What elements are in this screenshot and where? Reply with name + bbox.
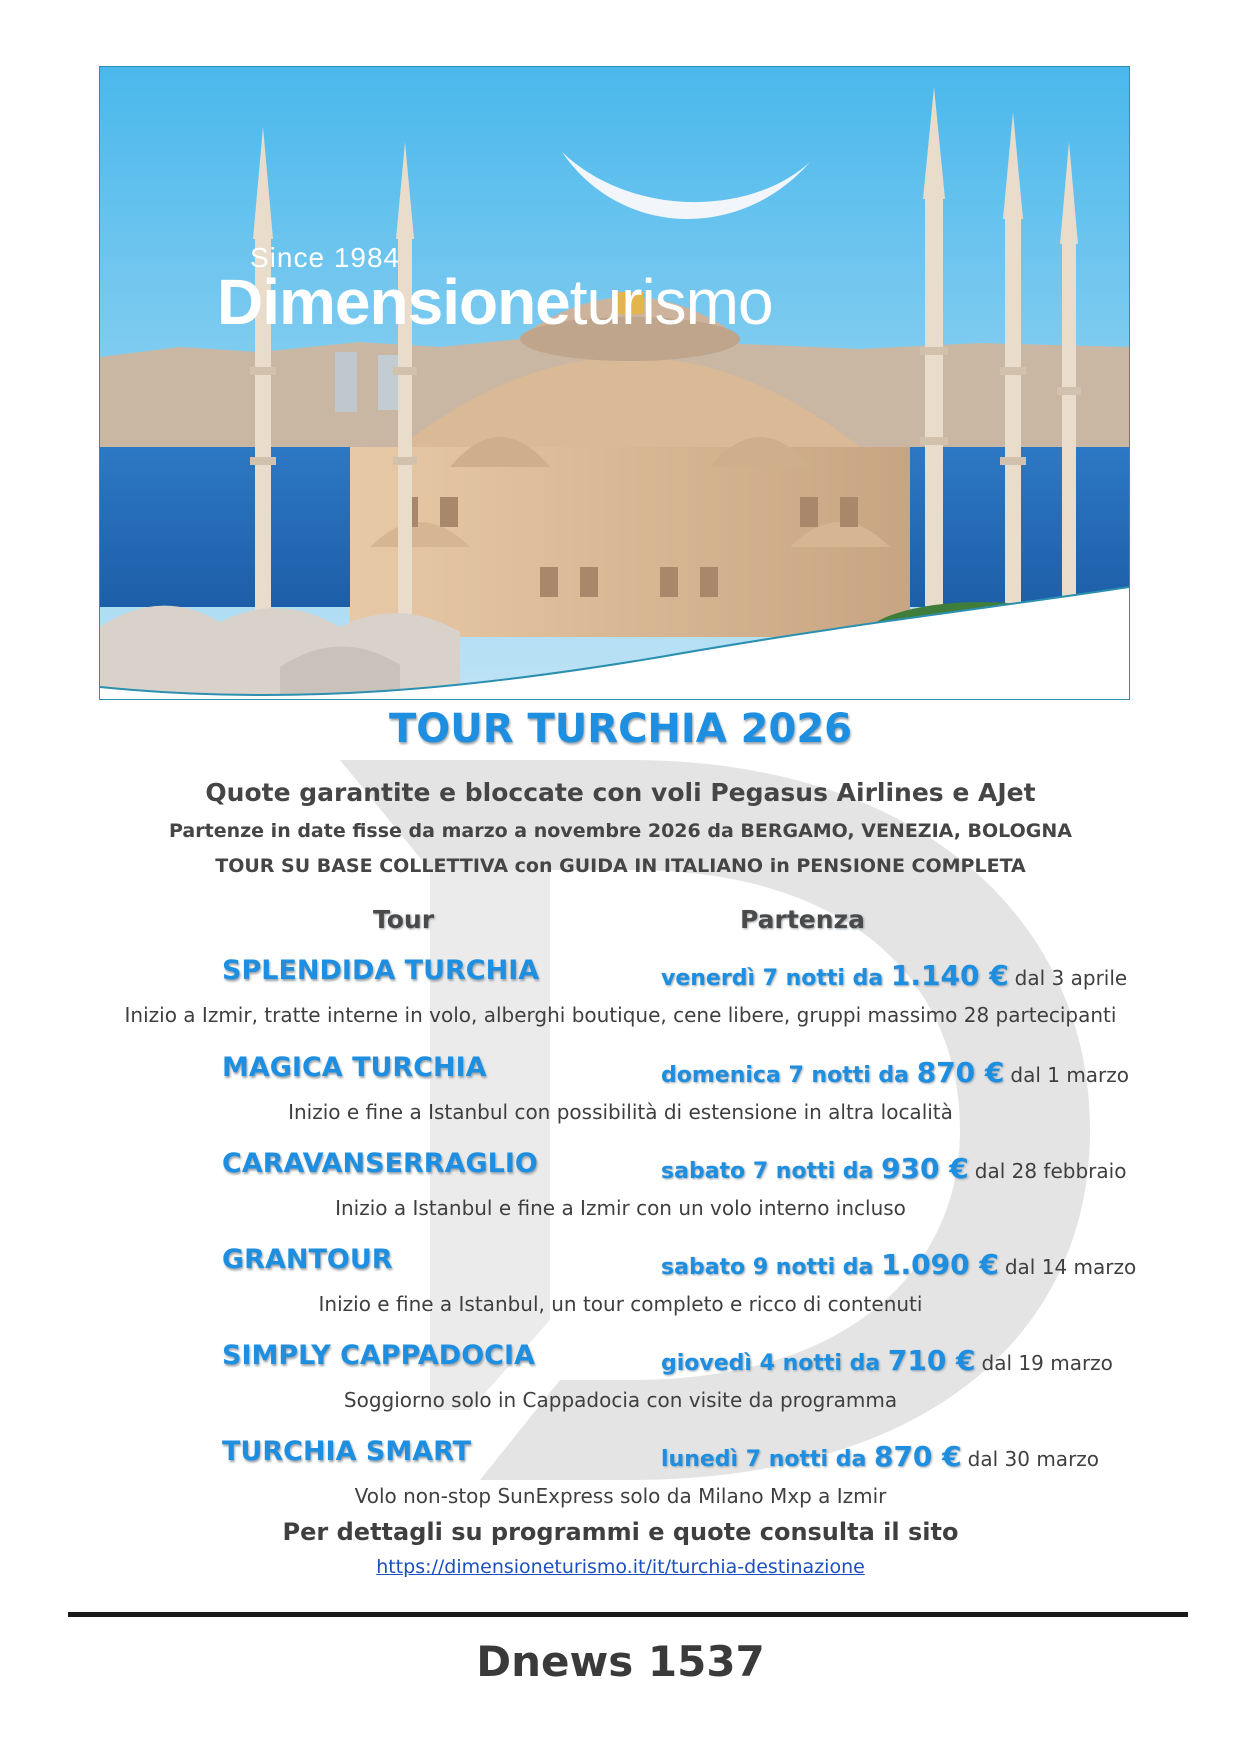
brand-since: Since 1984 — [250, 242, 401, 273]
tour-start-date: dal 3 aprile — [1014, 966, 1128, 990]
tour-departure — [661, 1248, 1136, 1281]
tour-start-date: dal 14 marzo — [1004, 1255, 1137, 1279]
tour-start-date: dal 30 marzo — [967, 1447, 1100, 1471]
subtitle-flights: Quote garantite e bloccate con voli Pegasus Airlines e AJet — [205, 778, 1036, 807]
tour-row — [0, 1340, 1241, 1380]
tour-day: sabato — [661, 1159, 746, 1184]
tour-day: giovedì — [661, 1351, 752, 1376]
tour-description: Volo non-stop SunExpress solo da Milano Mxp a Izmir — [354, 1484, 887, 1508]
brand-name-light: turismo — [569, 266, 773, 338]
details-note: Per dettagli su programmi e quote consulta il sito — [282, 1518, 959, 1546]
tour-nights: 7 notti da — [780, 1063, 917, 1088]
tour-nights: 9 notti da — [745, 1255, 882, 1280]
tour-row — [0, 1148, 1241, 1188]
tour-name: CARAVANSERRAGLIO — [222, 1148, 538, 1179]
divider — [68, 1612, 1188, 1617]
subtitle-departures: Partenze in date fisse da marzo a novembre 2026 da BERGAMO, VENEZIA, BOLOGNA — [169, 820, 1072, 842]
tour-description: Inizio a Izmir, tratte interne in volo, alberghi boutique, cene libere, gruppi massimo 28 partecipanti — [124, 1003, 1117, 1027]
tour-row — [0, 1052, 1241, 1092]
brand-name-bold: Dimensione — [217, 266, 570, 338]
tour-day: venerdì — [661, 966, 755, 991]
tour-nights: 4 notti da — [751, 1351, 888, 1376]
tour-price: 870 € — [916, 1056, 1005, 1089]
tour-day: domenica — [661, 1063, 781, 1088]
tour-start-date: dal 28 febbraio — [974, 1159, 1127, 1183]
tour-nights: 7 notti da — [754, 966, 891, 991]
column-header-departure: Partenza — [740, 905, 865, 934]
tour-departure — [661, 1152, 1126, 1185]
tour-name: TURCHIA SMART — [222, 1436, 472, 1467]
tour-price: 870 € — [873, 1440, 962, 1473]
tour-name: SIMPLY CAPPADOCIA — [222, 1340, 535, 1371]
tour-price: 1.140 € — [890, 959, 1009, 992]
tour-description: Inizio a Istanbul e fine a Izmir con un volo interno incluso — [335, 1196, 906, 1220]
tour-nights: 7 notti da — [738, 1447, 874, 1472]
tour-price: 710 € — [887, 1344, 976, 1377]
tour-name: MAGICA TURCHIA — [222, 1052, 487, 1083]
column-header-tour: Tour — [373, 905, 435, 934]
tour-departure — [661, 1056, 1129, 1089]
page-title: TOUR TURCHIA 2026 — [389, 706, 852, 752]
tour-price: 1.090 € — [881, 1248, 999, 1281]
subtitle-tour-type: TOUR SU BASE COLLETTIVA con GUIDA IN ITALIANO in PENSIONE COMPLETA — [215, 855, 1026, 877]
tour-start-date: dal 19 marzo — [981, 1351, 1113, 1375]
website-link[interactable]: https://dimensioneturismo.it/it/turchia-destinazione — [376, 1556, 865, 1578]
tour-departure — [661, 959, 1127, 992]
tour-start-date: dal 1 marzo — [1010, 1063, 1130, 1087]
tour-departure — [661, 1344, 1113, 1377]
tour-row — [0, 1436, 1241, 1476]
tour-day: sabato — [661, 1255, 746, 1280]
tour-name: GRANTOUR — [222, 1244, 393, 1275]
tour-row — [0, 1244, 1241, 1284]
tour-nights: 7 notti da — [745, 1159, 882, 1184]
tour-price: 930 € — [881, 1152, 969, 1185]
tour-description: Inizio e fine a Istanbul con possibilità di estensione in altra località — [288, 1100, 953, 1124]
tour-row — [0, 955, 1241, 995]
tour-departure — [661, 1440, 1099, 1473]
tour-name: SPLENDIDA TURCHIA — [222, 955, 540, 986]
tour-description: Inizio e fine a Istanbul, un tour completo e ricco di contenuti — [318, 1292, 923, 1316]
newsletter-number: Dnews 1537 — [476, 1637, 765, 1686]
tour-description: Soggiorno solo in Cappadocia con visite da programma — [343, 1388, 898, 1412]
tour-day: lunedì — [661, 1447, 739, 1472]
